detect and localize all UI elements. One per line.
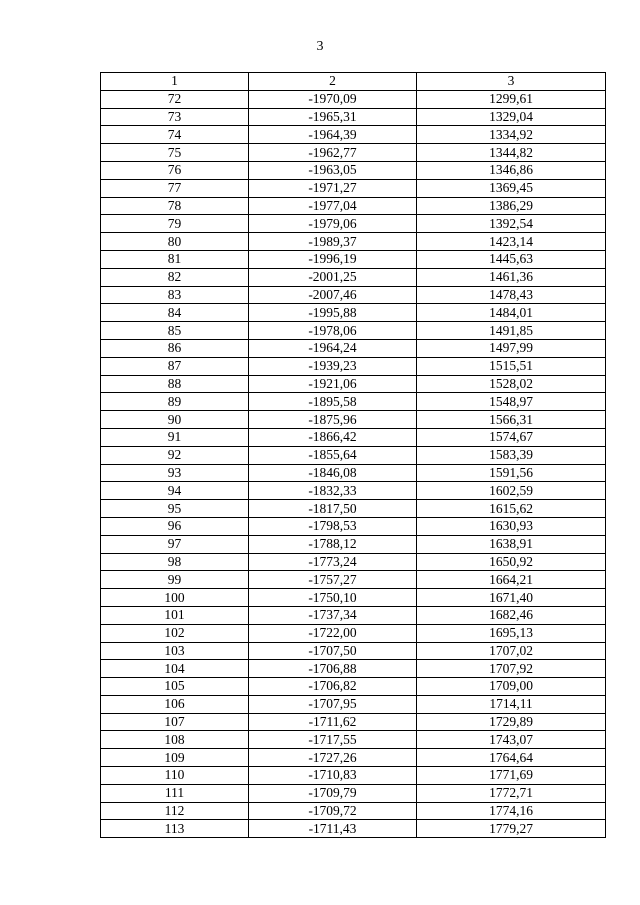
table-cell-col-1: 108	[101, 731, 249, 749]
table-cell-col-2: -1711,43	[249, 820, 417, 838]
table-cell-col-2: -1727,26	[249, 749, 417, 767]
table-cell-col-2: -1832,33	[249, 482, 417, 500]
table-cell-col-2: -1846,08	[249, 464, 417, 482]
table-cell-col-1: 112	[101, 802, 249, 820]
table-cell-col-1: 92	[101, 446, 249, 464]
table-row	[101, 126, 606, 144]
table-row	[101, 589, 606, 607]
table-cell-col-3: 1774,16	[417, 802, 606, 820]
table-cell-col-2: -1773,24	[249, 553, 417, 571]
table-cell-col-3: 1484,01	[417, 304, 606, 322]
table-cell-col-1: 102	[101, 624, 249, 642]
table-cell-col-2: -1996,19	[249, 250, 417, 268]
table-cell-col-3: 1664,21	[417, 571, 606, 589]
table-row	[101, 304, 606, 322]
table-row	[101, 464, 606, 482]
table-cell-col-2: -1709,79	[249, 784, 417, 802]
table-cell-col-3: 1695,13	[417, 624, 606, 642]
table-cell-col-3: 1548,97	[417, 393, 606, 411]
table-cell-col-3: 1574,67	[417, 428, 606, 446]
table-cell-col-3: 1638,91	[417, 535, 606, 553]
table-row	[101, 749, 606, 767]
table-cell-col-2: -1817,50	[249, 500, 417, 518]
table-cell-col-3: 1591,56	[417, 464, 606, 482]
table-row	[101, 144, 606, 162]
table-cell-col-1: 93	[101, 464, 249, 482]
table-cell-col-3: 1682,46	[417, 606, 606, 624]
table-cell-col-2: -1710,83	[249, 767, 417, 785]
table-row	[101, 179, 606, 197]
coordinates-table	[100, 72, 606, 838]
table-cell-col-3: 1369,45	[417, 179, 606, 197]
table-cell-col-2: -1970,09	[249, 90, 417, 108]
table-cell-col-2: -1965,31	[249, 108, 417, 126]
table-cell-col-3: 1714,11	[417, 695, 606, 713]
table-cell-col-3: 1299,61	[417, 90, 606, 108]
table-row	[101, 606, 606, 624]
table-row	[101, 108, 606, 126]
table-cell-col-1: 81	[101, 250, 249, 268]
table-cell-col-3: 1344,82	[417, 144, 606, 162]
table-cell-col-3: 1445,63	[417, 250, 606, 268]
table-cell-col-3: 1423,14	[417, 233, 606, 251]
table-cell-col-2: -1895,58	[249, 393, 417, 411]
table-cell-col-3: 1491,85	[417, 322, 606, 340]
table-cell-col-2: -1964,24	[249, 339, 417, 357]
table-cell-col-3: 1566,31	[417, 411, 606, 429]
table-cell-col-3: 1707,92	[417, 660, 606, 678]
table-cell-col-2: -1875,96	[249, 411, 417, 429]
table-cell-col-3: 1779,27	[417, 820, 606, 838]
table-cell-col-2: -2007,46	[249, 286, 417, 304]
table-cell-col-1: 105	[101, 678, 249, 696]
table-cell-col-1: 72	[101, 90, 249, 108]
table-cell-col-1: 94	[101, 482, 249, 500]
table-row	[101, 731, 606, 749]
table-row	[101, 215, 606, 233]
table-row	[101, 678, 606, 696]
table-cell-col-1: 77	[101, 179, 249, 197]
table-cell-col-1: 82	[101, 268, 249, 286]
table-cell-col-1: 109	[101, 749, 249, 767]
table-cell-col-1: 96	[101, 517, 249, 535]
table-row	[101, 767, 606, 785]
table-row	[101, 286, 606, 304]
table-row	[101, 660, 606, 678]
table-cell-col-2: -1939,23	[249, 357, 417, 375]
table-cell-col-2: -1962,77	[249, 144, 417, 162]
table-row	[101, 695, 606, 713]
table-cell-col-3: 1630,93	[417, 517, 606, 535]
table-cell-col-3: 1771,69	[417, 767, 606, 785]
table-row	[101, 428, 606, 446]
table-cell-col-1: 79	[101, 215, 249, 233]
table-cell-col-3: 1386,29	[417, 197, 606, 215]
table-row	[101, 571, 606, 589]
table-cell-col-1: 88	[101, 375, 249, 393]
table-cell-col-1: 101	[101, 606, 249, 624]
table-cell-col-3: 1764,64	[417, 749, 606, 767]
table-row	[101, 161, 606, 179]
table-row	[101, 535, 606, 553]
table-cell-col-1: 97	[101, 535, 249, 553]
table-cell-col-3: 1478,43	[417, 286, 606, 304]
table-row	[101, 268, 606, 286]
table-cell-col-3: 1329,04	[417, 108, 606, 126]
header-cell-1: 1	[101, 73, 249, 91]
table-body	[101, 90, 606, 837]
table-cell-col-3: 1583,39	[417, 446, 606, 464]
table-cell-col-1: 111	[101, 784, 249, 802]
table-cell-col-1: 100	[101, 589, 249, 607]
table-row	[101, 624, 606, 642]
table-cell-col-2: -1737,34	[249, 606, 417, 624]
table-cell-col-1: 107	[101, 713, 249, 731]
table-cell-col-2: -2001,25	[249, 268, 417, 286]
table-row	[101, 517, 606, 535]
table-cell-col-2: -1995,88	[249, 304, 417, 322]
table-cell-col-1: 76	[101, 161, 249, 179]
table-row	[101, 802, 606, 820]
table-cell-col-2: -1707,95	[249, 695, 417, 713]
table-cell-col-3: 1772,71	[417, 784, 606, 802]
table-row	[101, 446, 606, 464]
table-cell-col-2: -1711,62	[249, 713, 417, 731]
table-cell-col-1: 74	[101, 126, 249, 144]
table-cell-col-1: 104	[101, 660, 249, 678]
table-row	[101, 357, 606, 375]
table-cell-col-1: 78	[101, 197, 249, 215]
table-cell-col-2: -1757,27	[249, 571, 417, 589]
header-cell-2: 2	[249, 73, 417, 91]
table-row	[101, 90, 606, 108]
table-cell-col-3: 1497,99	[417, 339, 606, 357]
table-cell-col-1: 86	[101, 339, 249, 357]
table-cell-col-3: 1650,92	[417, 553, 606, 571]
table-row	[101, 500, 606, 518]
table-cell-col-1: 113	[101, 820, 249, 838]
table-cell-col-1: 90	[101, 411, 249, 429]
table-row	[101, 411, 606, 429]
table-row	[101, 482, 606, 500]
table-cell-col-3: 1615,62	[417, 500, 606, 518]
table-cell-col-2: -1866,42	[249, 428, 417, 446]
table-cell-col-1: 89	[101, 393, 249, 411]
table-cell-col-1: 103	[101, 642, 249, 660]
table-cell-col-1: 98	[101, 553, 249, 571]
page-number: 3	[316, 39, 324, 54]
table-cell-col-1: 106	[101, 695, 249, 713]
table-cell-col-2: -1963,05	[249, 161, 417, 179]
table-cell-col-1: 99	[101, 571, 249, 589]
table-cell-col-1: 75	[101, 144, 249, 162]
table-cell-col-2: -1707,50	[249, 642, 417, 660]
table-cell-col-2: -1706,82	[249, 678, 417, 696]
table-cell-col-2: -1971,27	[249, 179, 417, 197]
table-cell-col-2: -1717,55	[249, 731, 417, 749]
table-header-row	[101, 73, 606, 91]
table-row	[101, 339, 606, 357]
table-row	[101, 784, 606, 802]
table-cell-col-2: -1989,37	[249, 233, 417, 251]
table-row	[101, 642, 606, 660]
table-cell-col-3: 1346,86	[417, 161, 606, 179]
table-row	[101, 233, 606, 251]
table-cell-col-2: -1921,06	[249, 375, 417, 393]
table-cell-col-3: 1461,36	[417, 268, 606, 286]
table-cell-col-1: 110	[101, 767, 249, 785]
table-cell-col-3: 1707,02	[417, 642, 606, 660]
table-cell-col-3: 1392,54	[417, 215, 606, 233]
table-cell-col-3: 1671,40	[417, 589, 606, 607]
table-row	[101, 375, 606, 393]
table-cell-col-3: 1743,07	[417, 731, 606, 749]
table-row	[101, 250, 606, 268]
table-cell-col-2: -1964,39	[249, 126, 417, 144]
table-cell-col-3: 1334,92	[417, 126, 606, 144]
table-cell-col-2: -1722,00	[249, 624, 417, 642]
table-cell-col-3: 1515,51	[417, 357, 606, 375]
table-cell-col-1: 87	[101, 357, 249, 375]
table-cell-col-3: 1729,89	[417, 713, 606, 731]
table-row	[101, 393, 606, 411]
table-cell-col-2: -1709,72	[249, 802, 417, 820]
table-cell-col-2: -1788,12	[249, 535, 417, 553]
table-cell-col-2: -1855,64	[249, 446, 417, 464]
table-cell-col-3: 1528,02	[417, 375, 606, 393]
table-cell-col-2: -1798,53	[249, 517, 417, 535]
table-cell-col-1: 84	[101, 304, 249, 322]
table-cell-col-2: -1750,10	[249, 589, 417, 607]
table-cell-col-1: 91	[101, 428, 249, 446]
table-row	[101, 713, 606, 731]
table-cell-col-1: 95	[101, 500, 249, 518]
table-row	[101, 197, 606, 215]
table-cell-col-2: -1978,06	[249, 322, 417, 340]
table-cell-col-3: 1709,00	[417, 678, 606, 696]
table-row	[101, 322, 606, 340]
table-cell-col-1: 73	[101, 108, 249, 126]
header-cell-3: 3	[417, 73, 606, 91]
table-cell-col-1: 85	[101, 322, 249, 340]
table-cell-col-1: 83	[101, 286, 249, 304]
table-cell-col-3: 1602,59	[417, 482, 606, 500]
table-cell-col-1: 80	[101, 233, 249, 251]
table-row	[101, 820, 606, 838]
table-cell-col-2: -1706,88	[249, 660, 417, 678]
table-cell-col-2: -1979,06	[249, 215, 417, 233]
table-cell-col-2: -1977,04	[249, 197, 417, 215]
table-header	[101, 73, 606, 91]
table-row	[101, 553, 606, 571]
